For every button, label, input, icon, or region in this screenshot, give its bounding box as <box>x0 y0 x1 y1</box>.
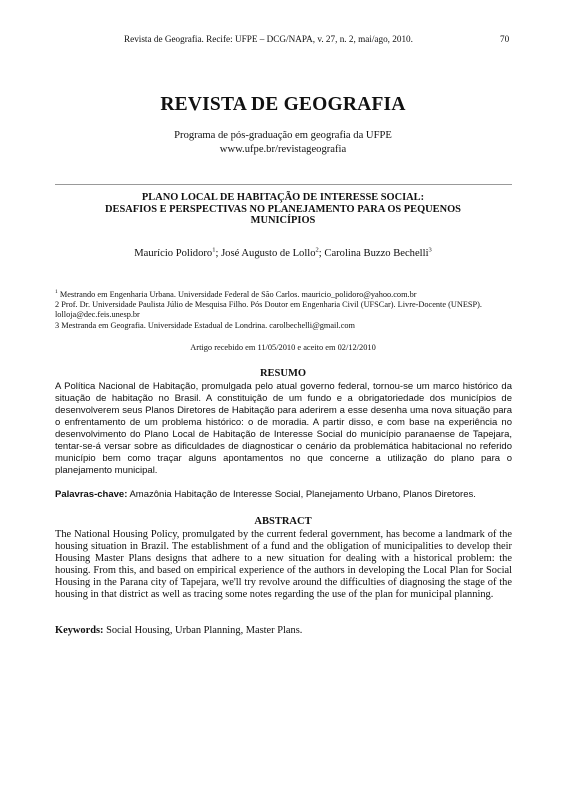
affiliation-text: 3 Mestranda em Geografia. Universidade Estadual de Londrina. carolbechelli@gmail.com <box>55 321 355 330</box>
affiliation-2 <box>55 300 515 321</box>
author-name: José Augusto de Lollo <box>221 248 316 259</box>
keywords-list: Amazônia Habitação de Interesse Social, Planejamento Urbano, Planos Diretores. <box>127 489 476 500</box>
author-separator: ; <box>215 248 222 259</box>
resumo-heading: RESUMO <box>259 368 307 379</box>
keywords-label: Keywords: <box>55 625 104 636</box>
paper-title-line-1: PLANO LOCAL DE HABITAÇÃO DE INTERESSE SOCIAL: <box>141 192 425 203</box>
header-divider <box>55 184 512 185</box>
keywords-list: Social Housing, Urban Planning, Master Plans. <box>103 625 303 636</box>
author-name: Maurício Polidoro <box>134 248 213 259</box>
journal-website: www.ufpe.br/revistageografia <box>219 144 347 155</box>
running-header: Revista de Geografia. Recife: UFPE – DCG/NAPA, v. 27, n. 2, mai/ago, 2010. <box>124 34 413 44</box>
author-mark: 2 <box>315 246 319 254</box>
resumo-body: A Política Nacional de Habitação, promulgada pelo atual governo federal, tornou-se um marco histórico da situação de habitação no Brasil. A constituição de um fundo e a obrigatoriedade dos municípios de desenvolverem seus Planos Diretores de Habitação para aderirem a esse desenha uma nova situação para o enfrentamento de um problema histórico: o de moradia. A partir disso, e com base na experiência no desenvolvimento do Plano Local de Habitação de Interesse Social do município paranaense de Tapejara, tentar-se-á versar sobre as dificuldades de diagnosticar o cenário da problemática habitacional no referido município bem como traçar alguns apontamentos no que concerne a utilização do plano para o planejamento municipal. <box>55 381 512 476</box>
affiliation-3 <box>55 321 515 331</box>
paper-title <box>0 192 566 227</box>
author-mark: 1 <box>212 246 216 254</box>
affiliation-text: 2 Prof. Dr. Universidade Paulista Júlio de Mesquisa Filho. Pós Doutor em Engenharia Civil (UFSCar). Livre-Docente (UNESP). lolloja@dec.feis.unesp.br <box>55 300 483 320</box>
keywords-label: Palavras-chave: <box>55 489 128 500</box>
submission-dates: Artigo recebido em 11/05/2010 e aceito em 02/12/2010 <box>190 343 376 352</box>
paper-title-line-2: DESAFIOS E PERSPECTIVAS NO PLANEJAMENTO PARA OS PEQUENOS <box>105 203 461 215</box>
author-list <box>0 248 566 259</box>
journal-title: REVISTA DE GEOGRAFIA <box>160 94 406 115</box>
paper-title-line-3: MUNICÍPIOS <box>250 215 316 227</box>
palavras-chave <box>55 489 515 501</box>
abstract-body: The National Housing Policy, promulgated by the current federal government, has become a landmark of the housing situation in Brazil. The establishment of a fund and the obligation of municipalities to develop their Housing Master Plans designs that adhere to a new situation for dealing with a historical problem: the housing. From this, and based on empirical experience of the authors in developing the Local Plan for Social Housing in the Parana city of Tapejara, we'll try revolve around the difficulties of diagnosing the stage of the housing in that district as well as tracing some notes regarding the use of the plan for municipal planning. <box>55 529 512 600</box>
keywords <box>55 625 515 637</box>
author-separator: ; <box>318 248 325 259</box>
page-number: 70 <box>500 34 510 44</box>
author-mark: 3 <box>428 246 432 254</box>
journal-program: Programa de pós-graduação em geografia da UFPE <box>174 130 392 141</box>
affiliation-mark: 1 <box>55 289 58 296</box>
affiliation-text: Mestrando em Engenharia Urbana. Universidade Federal de São Carlos. mauricio_polidoro@yahoo.com.br <box>57 290 417 299</box>
affiliation-1 <box>55 290 515 300</box>
abstract-heading: ABSTRACT <box>254 516 312 527</box>
author-name: Carolina Buzzo Bechelli <box>324 248 429 259</box>
